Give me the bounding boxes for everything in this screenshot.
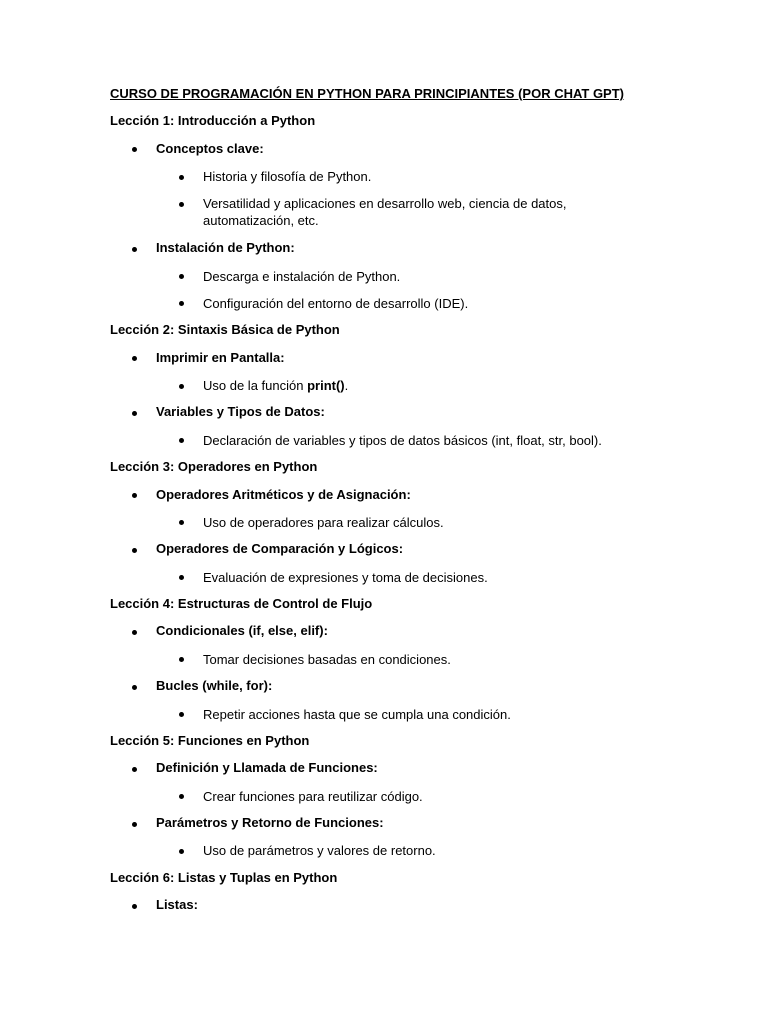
bullet-icon xyxy=(179,657,184,662)
section-heading: Condicionales (if, else, elif): xyxy=(156,623,328,638)
lesson-heading: Lección 4: Estructuras de Control de Flujo xyxy=(110,596,373,611)
list-item: Crear funciones para reutilizar código. xyxy=(203,789,423,804)
list-item-text: . xyxy=(344,378,349,393)
bullet-icon xyxy=(179,384,184,389)
code-keyword: print() xyxy=(307,378,345,393)
section-heading: Parámetros y Retorno de Funciones: xyxy=(156,815,384,830)
list-item: Declaración de variables y tipos de datos básicos (int, float, str, bool). xyxy=(203,433,602,448)
list-item: Historia y filosofía de Python. xyxy=(203,169,372,184)
bullet-icon xyxy=(132,767,137,772)
bullet-icon xyxy=(132,247,137,252)
bullet-icon xyxy=(132,630,137,635)
section-heading: Conceptos clave: xyxy=(156,141,264,156)
list-item-text: Uso de la función xyxy=(203,378,308,393)
bullet-icon xyxy=(179,794,184,799)
bullet-icon xyxy=(179,202,184,207)
section-heading: Operadores Aritméticos y de Asignación: xyxy=(156,487,411,502)
bullet-icon xyxy=(132,147,137,152)
list-item: Descarga e instalación de Python. xyxy=(203,269,401,284)
list-item: Evaluación de expresiones y toma de decisiones. xyxy=(203,570,488,585)
section-heading: Instalación de Python: xyxy=(156,240,295,255)
bullet-icon xyxy=(132,411,137,416)
bullet-icon xyxy=(132,685,137,690)
bullet-icon xyxy=(132,822,137,827)
section-heading: Bucles (while, for): xyxy=(156,678,273,693)
bullet-icon xyxy=(179,520,184,525)
list-item xyxy=(203,377,613,394)
lesson-heading: Lección 3: Operadores en Python xyxy=(110,459,318,474)
section-heading: Operadores de Comparación y Lógicos: xyxy=(156,541,404,556)
bullet-icon xyxy=(179,712,184,717)
list-item: Configuración del entorno de desarrollo (IDE). xyxy=(203,296,469,311)
bullet-icon xyxy=(179,575,184,580)
lesson-heading: Lección 5: Funciones en Python xyxy=(110,733,310,748)
bullet-icon xyxy=(179,301,184,306)
lesson-heading: Lección 2: Sintaxis Básica de Python xyxy=(110,322,340,337)
bullet-icon xyxy=(179,438,184,443)
bullet-icon xyxy=(132,356,137,361)
list-item: Tomar decisiones basadas en condiciones. xyxy=(203,652,451,667)
section-heading: Listas: xyxy=(156,897,198,912)
bullet-icon xyxy=(179,175,184,180)
list-item: Uso de operadores para realizar cálculos. xyxy=(203,515,444,530)
section-heading: Variables y Tipos de Datos: xyxy=(156,404,325,419)
list-item: Uso de parámetros y valores de retorno. xyxy=(203,843,436,858)
section-heading: Imprimir en Pantalla: xyxy=(156,350,285,365)
list-item: Repetir acciones hasta que se cumpla una condición. xyxy=(203,707,511,722)
bullet-icon xyxy=(179,274,184,279)
lesson-heading: Lección 6: Listas y Tuplas en Python xyxy=(110,870,338,885)
bullet-icon xyxy=(179,849,184,854)
document-title: CURSO DE PROGRAMACIÓN EN PYTHON PARA PRINCIPIANTES (POR CHAT GPT) xyxy=(110,86,625,101)
bullet-icon xyxy=(132,548,137,553)
list-item: Versatilidad y aplicaciones en desarrollo web, ciencia de datos, automatización, etc. xyxy=(203,196,567,228)
section-heading: Definición y Llamada de Funciones: xyxy=(156,760,378,775)
lesson-heading: Lección 1: Introducción a Python xyxy=(110,113,316,128)
bullet-icon xyxy=(132,904,137,909)
bullet-icon xyxy=(132,493,137,498)
